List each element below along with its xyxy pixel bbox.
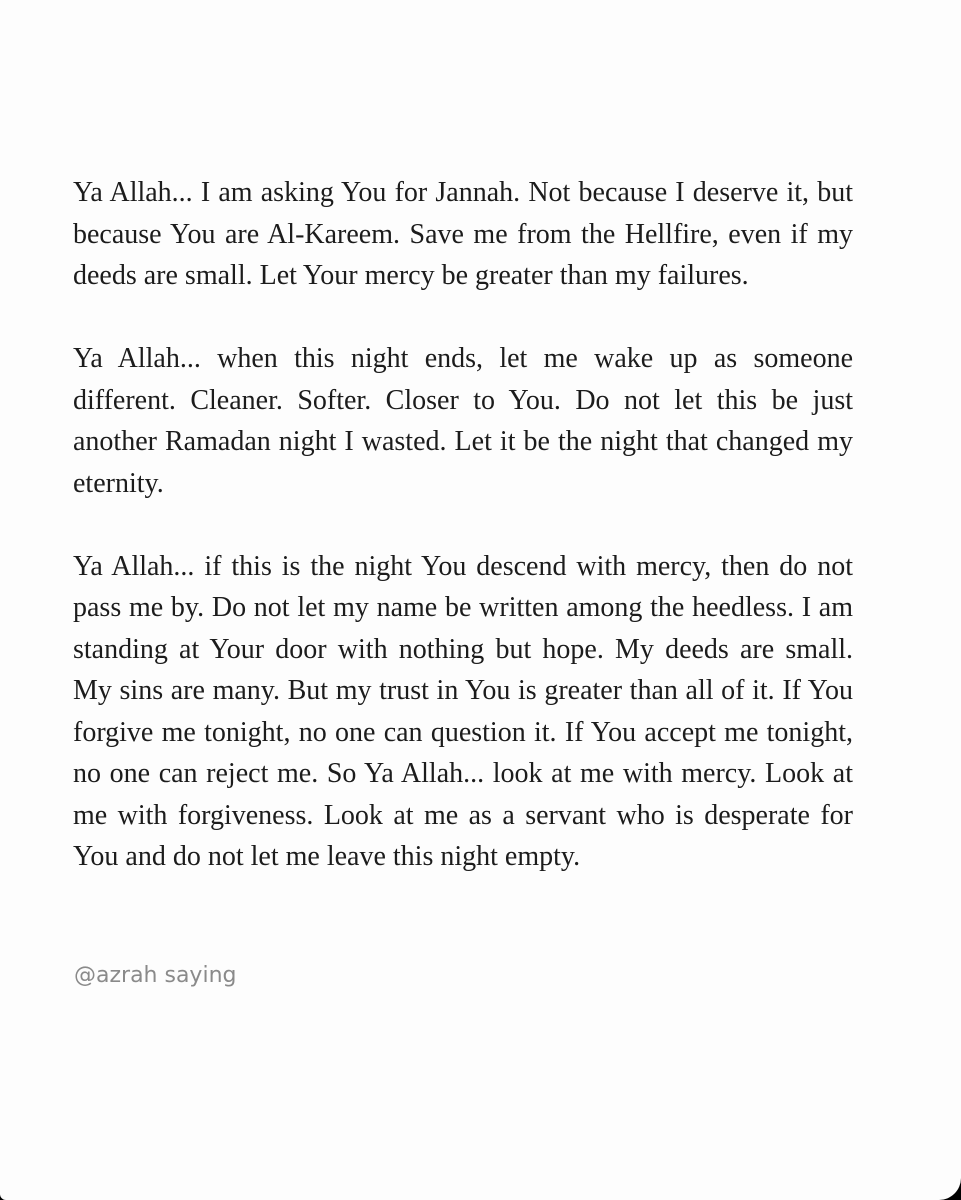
- paragraph-mercy: Ya Allah... if this is the night You descend with mercy, then do not pass me by. Do not let my name be written among the heedless. I am standing at Your door with nothing but hope. My deeds are small. My sins are many. But my trust in You is greater than all of it. If You forgive me tonight, no one can question it. If You accept me tonight, no one can reject me. So Ya Allah... look at me with mercy. Look at me with forgiveness. Look at me as a servant who is desperate for You and do not let me leave this night empty.: [73, 550, 853, 872]
- author-signature: @azrah saying: [74, 963, 237, 988]
- post-body: [73, 172, 853, 878]
- paragraph-night-ends: Ya Allah... when this night ends, let me wake up as someone different. Cleaner. Softer. Closer to You. Do not let this be just another Ramadan night I wasted. Let it be the night that changed my eternity.: [73, 343, 853, 499]
- paragraph-jannah: Ya Allah... I am asking You for Jannah. Not because I deserve it, but because You are Al-Kareem. Save me from the Hellfire, even if my deeds are small. Let Your mercy be greater than my failures.: [73, 177, 853, 291]
